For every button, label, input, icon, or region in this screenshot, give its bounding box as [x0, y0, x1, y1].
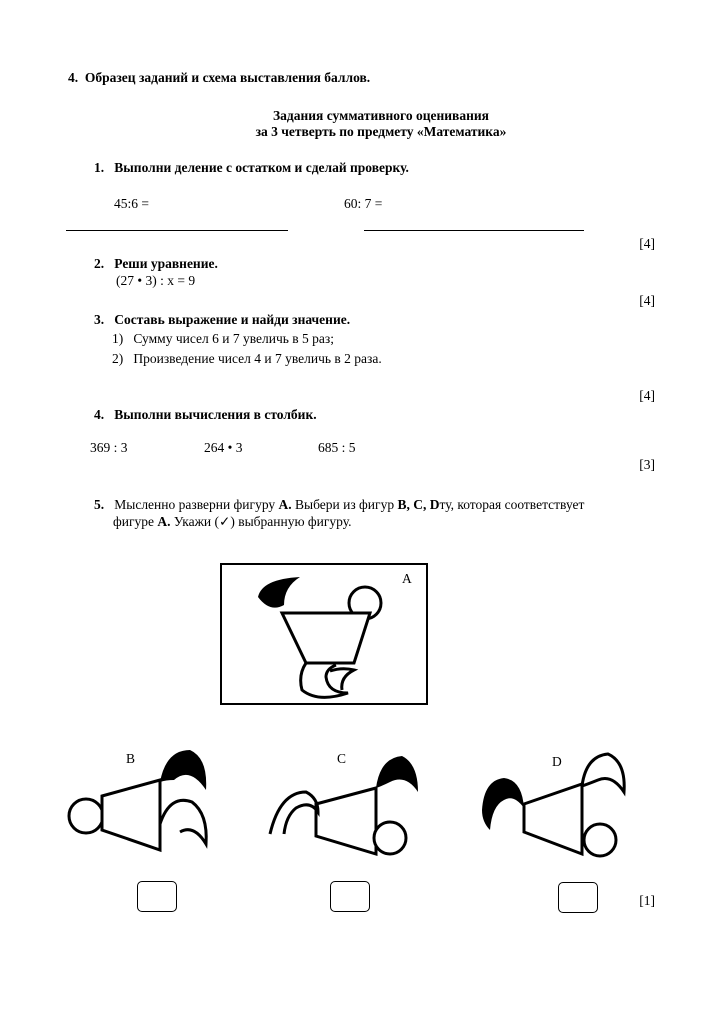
- task1-expr-a: 45:6 =: [114, 196, 149, 211]
- task2-number: 2.: [94, 256, 105, 271]
- task5-line2: [113, 514, 352, 530]
- task3-heading: [94, 312, 350, 328]
- figure-c: [266, 752, 426, 857]
- task3-title: Составь выражение и найди значение.: [114, 312, 351, 327]
- figure-d: [478, 750, 638, 858]
- task2-title: Реши уравнение.: [114, 256, 218, 271]
- task3-item-2-number: 2): [112, 351, 124, 366]
- task3-item-2: [112, 351, 382, 367]
- task3-item-1-number: 1): [112, 331, 124, 346]
- task4-expr-c: 685 : 5: [318, 440, 356, 455]
- task5-line2-post: Укажи (✓) выбранную фигуру.: [170, 514, 352, 529]
- task5-line1-pre: Мысленно разверни фигуру: [114, 497, 279, 512]
- task1-number: 1.: [94, 160, 105, 175]
- task5-line2-pre: фигуре: [113, 514, 158, 529]
- task3-item-1: [112, 331, 334, 347]
- task4-expr-b: 264 • 3: [204, 440, 243, 455]
- task3-score: [4]: [639, 388, 655, 403]
- task1-title: Выполни деление с остатком и сделай проверку.: [114, 160, 409, 175]
- task5-line2-a: А.: [157, 514, 171, 529]
- figure-b-circle: [69, 799, 103, 833]
- task5-line1: [94, 497, 584, 513]
- section-title: Образец заданий и схема выставления баллов.: [84, 70, 371, 85]
- figure-a-crescent-inner: [330, 669, 354, 690]
- task2-equation: (27 • 3) : х = 9: [116, 273, 196, 288]
- task4-number: 4.: [94, 407, 105, 422]
- answer-line-a[interactable]: [66, 230, 288, 231]
- figure-b-crescent-filled: [160, 750, 206, 790]
- figure-d-circle: [584, 824, 616, 856]
- header-line1: Задания суммативного оценивания: [273, 108, 489, 123]
- section-heading: [68, 70, 370, 86]
- answer-line-b[interactable]: [364, 230, 584, 231]
- task4-title: Выполни вычисления в столбик.: [114, 407, 317, 422]
- figure-b: [66, 746, 216, 856]
- task1-expr-b: 60: 7 =: [344, 196, 383, 211]
- figure-b-label: В: [126, 751, 136, 766]
- task5-line1-a: А.: [278, 497, 292, 512]
- task5-score: [1]: [639, 893, 655, 908]
- figure-b-trapezoid: [102, 780, 160, 850]
- figure-d-label: D: [552, 754, 562, 769]
- task1-heading: [94, 160, 409, 176]
- task1-score: [4]: [639, 236, 655, 251]
- task3-item-2-text: Произведение чисел 4 и 7 увеличь в 2 раза.: [133, 351, 382, 366]
- task5-line1-mid: Выбери из фигур: [291, 497, 398, 512]
- figure-c-crescent-outline: [270, 792, 318, 834]
- figure-a-label: А: [402, 571, 412, 586]
- task5-number: 5.: [94, 497, 105, 512]
- figure-a-frame: [220, 563, 428, 705]
- answer-box-d[interactable]: [558, 882, 598, 913]
- figure-d-crescent-outline: [582, 754, 624, 792]
- figure-d-crescent-filled: [482, 778, 524, 830]
- figure-d-trapezoid: [524, 784, 582, 854]
- figure-b-crescent-outline: [160, 800, 206, 844]
- task2-heading: [94, 256, 218, 272]
- task4-score: [3]: [639, 457, 655, 472]
- header-line2: за 3 четверть по предмету «Математика»: [255, 124, 507, 139]
- figure-c-crescent-filled: [376, 756, 418, 792]
- figure-c-label: С: [337, 751, 347, 766]
- figure-a-crescent-top: [258, 577, 300, 608]
- figure-c-circle: [374, 822, 406, 854]
- task5-line1-post: ту, которая соответствует: [439, 497, 585, 512]
- section-number: 4.: [68, 70, 79, 85]
- task3-number: 3.: [94, 312, 105, 327]
- answer-box-b[interactable]: [137, 881, 177, 912]
- figure-a-trapezoid: [282, 613, 370, 663]
- task3-item-1-text: Сумму чисел 6 и 7 увеличь в 5 раз;: [133, 331, 334, 346]
- task4-heading: [94, 407, 317, 423]
- task5-line1-bcd: В, С, D: [397, 497, 440, 512]
- figure-a: [222, 565, 426, 703]
- figure-c-trapezoid: [316, 788, 376, 854]
- task2-score: [4]: [639, 293, 655, 308]
- answer-box-c[interactable]: [330, 881, 370, 912]
- task4-expr-a: 369 : 3: [90, 440, 128, 455]
